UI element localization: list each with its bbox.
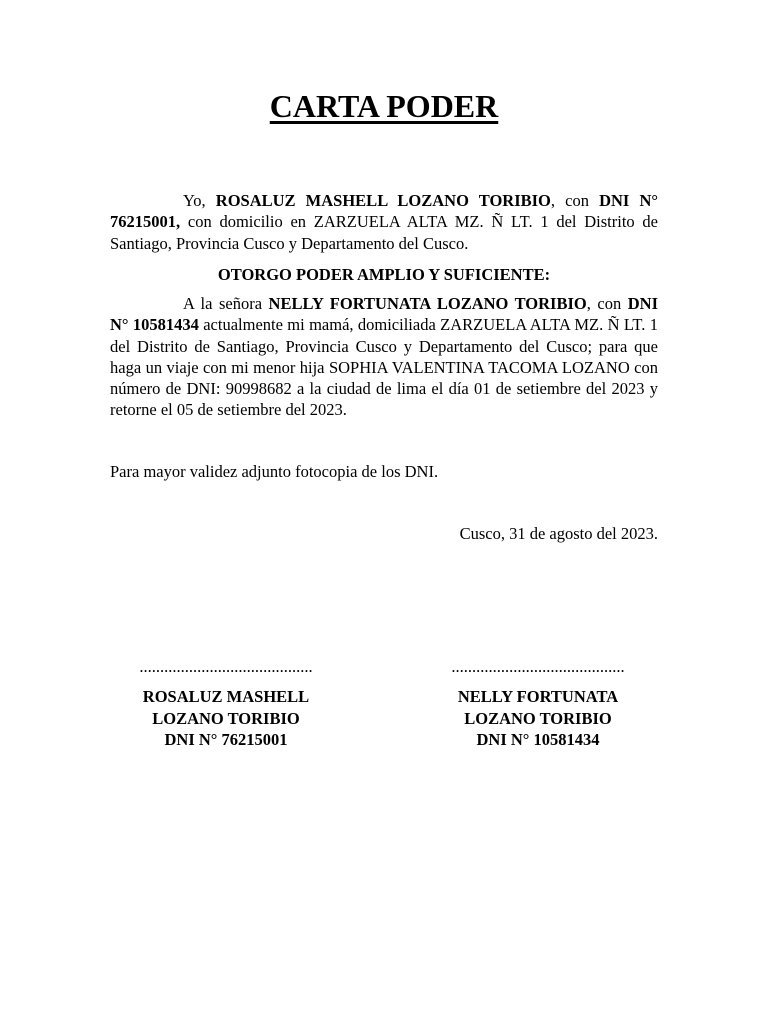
text: A la señora: [183, 294, 269, 313]
text: , con: [586, 294, 628, 313]
text: con domicilio en ZARZUELA ALTA MZ. Ñ LT. 1 del Distrito de Santiago, Provincia Cusco y Departamento del Cusco.: [110, 212, 658, 253]
signature-block-attorney: [418, 656, 658, 751]
attorney-name: NELLY FORTUNATA LOZANO TORIBIO: [268, 294, 587, 313]
paragraph-attorney: [110, 293, 658, 421]
signer-info: [106, 686, 346, 751]
text: , con: [550, 191, 600, 210]
paragraph-grantor: [110, 190, 658, 254]
document-title: CARTA PODER: [269, 88, 499, 124]
grantor-dni: DNI N° 76215001,: [110, 191, 658, 232]
signer-name-line2: LOZANO TORIBIO: [464, 708, 612, 728]
section-heading: OTORGO PODER AMPLIO Y SUFICIENTE:: [217, 265, 551, 284]
attorney-dni: DNI N° 10581434: [110, 294, 659, 335]
signature-line: ..........................................: [139, 657, 313, 676]
signer-name-line1: ROSALUZ MASHELL: [142, 687, 310, 706]
signer-info: [418, 686, 658, 751]
grantor-name: ROSALUZ MASHELL LOZANO TORIBIO: [215, 191, 551, 210]
text: Yo,: [183, 191, 216, 210]
text: actualmente mi mamá, domiciliada ZARZUELA ALTA MZ. Ñ LT. 1 del Distrito de Santiago, Provincia Cusco y Departamento del Cusco; para que haga un viaje con mi menor hija SOPHIA VALENTINA TACOMA LOZANO con número de DNI: 90998682 a la ciudad de lima el día 01 de setiembre del 2023 y retorne el 05 de setiembre del 2023.: [110, 315, 658, 420]
document-date: Cusco, 31 de agosto del 2023.: [459, 524, 658, 543]
paragraph-validity: Para mayor validez adjunto fotocopia de los DNI.: [110, 462, 439, 481]
signer-name-line2: LOZANO TORIBIO: [152, 708, 300, 728]
signer-dni: DNI N° 10581434: [476, 730, 600, 749]
signer-name-line1: NELLY FORTUNATA: [457, 687, 619, 706]
signer-dni: DNI N° 76215001: [164, 730, 288, 749]
signature-line: ..........................................: [451, 657, 625, 676]
signature-block-grantor: [106, 656, 346, 751]
